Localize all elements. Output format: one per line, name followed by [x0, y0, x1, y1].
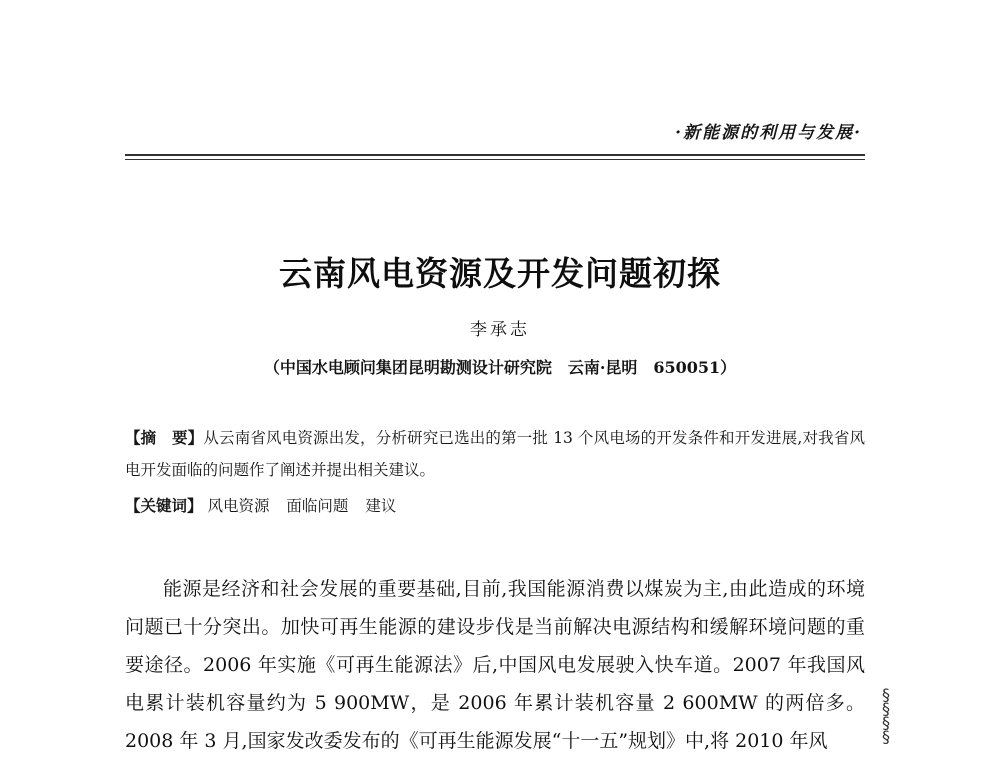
abstract-label: 【摘 要】	[125, 428, 204, 447]
margin-mark: §	[882, 713, 890, 732]
margin-mark: §	[882, 727, 890, 746]
author-affiliation: （中国水电顾问集团昆明勘测设计研究院 云南·昆明 650051）	[263, 358, 737, 377]
body-paragraph: 能源是经济和社会发展的重要基础,目前,我国能源消费以煤炭为主,由此造成的环境问题已十分突出。加快可再生能源的建设步伐是当前解决电源结构和缓解环境问题的重要途径。2006 年实施《可再生能源法》后,中国风电发展驶入快车道。2007 年我国风电累计装机容量约为 5 900MW，是 2006 年累计装机容量 2 600MW 的两倍多。2008 年 3 月,国家发改委发布的《可再生能源发展“十一五”规划》中,将 2010 年风	[125, 578, 865, 752]
abstract-block	[125, 422, 865, 522]
keyword-item: 风电资源	[207, 497, 270, 515]
margin-ornament	[882, 685, 902, 746]
margin-mark: §	[882, 685, 890, 704]
header-rule-thin	[125, 159, 865, 160]
keyword-item: 建议	[365, 497, 397, 515]
margin-mark: §	[882, 699, 890, 718]
abstract-text: 从云南省风电资源出发，分析研究已选出的第一批 13 个风电场的开发条件和开发进展,对我省风电开发面临的问题作了阐述并提出相关建议。	[125, 429, 865, 479]
article-author: 李承志	[470, 320, 530, 340]
article-title: 云南风电资源及开发问题初探	[279, 254, 721, 293]
abstract-paragraph	[125, 422, 865, 486]
section-header: ·新能源的利用与发展·	[675, 123, 862, 143]
body-text	[125, 570, 865, 760]
keyword-item: 面临问题	[286, 497, 349, 515]
keywords-label: 【关键词】	[125, 496, 203, 515]
header-rule-thick	[125, 154, 865, 156]
keywords-paragraph	[125, 490, 865, 522]
